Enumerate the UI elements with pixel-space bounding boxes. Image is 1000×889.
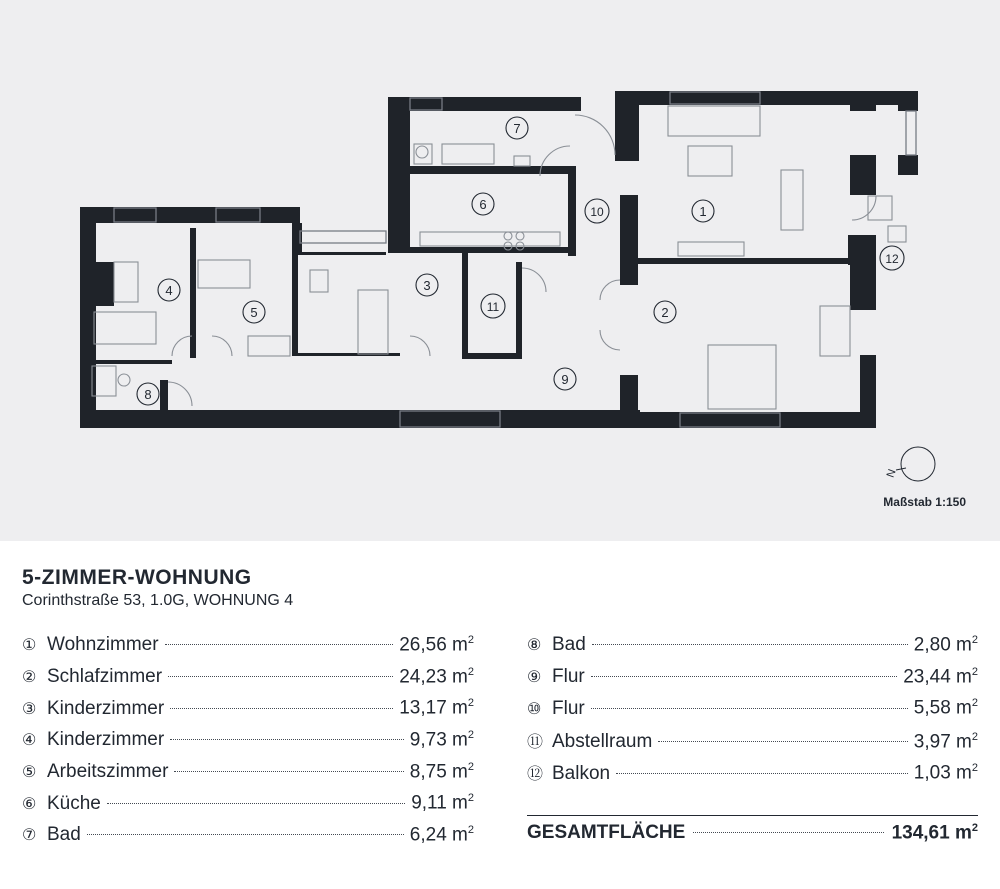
- room-number: ①: [22, 637, 37, 655]
- apartment-title: 5-ZIMMER-WOHNUNG: [22, 566, 252, 589]
- room-area: 1,03 $m^2$: [913, 762, 978, 784]
- room-name: Küche: [47, 792, 101, 814]
- room-number: ⑪: [527, 734, 544, 752]
- svg-text:5: 5: [250, 305, 258, 320]
- room-marker-8: [137, 383, 159, 405]
- room-marker-11: [481, 294, 505, 318]
- total-label: GESAMTFLÄCHE: [527, 822, 686, 844]
- room-marker-2: [654, 301, 676, 323]
- room-marker-10: [585, 199, 609, 223]
- dot-leader: [170, 708, 393, 709]
- room-area: 13,17 $m^2$: [399, 697, 474, 719]
- apartment-address: Corinthstraße 53, 1.0G, WOHNUNG 4: [22, 592, 294, 609]
- scale-label: Maßstab 1:150: [883, 495, 966, 509]
- svg-text:4: 4: [165, 283, 173, 298]
- room-area: 2,80 $m^2$: [913, 634, 978, 656]
- room-marker-7: [506, 117, 528, 139]
- room-area: 8,75 $m^2$: [409, 760, 474, 783]
- dot-leader: [168, 676, 393, 677]
- compass-icon: [872, 446, 940, 486]
- svg-text:1: 1: [699, 204, 707, 219]
- svg-text:3: 3: [423, 278, 431, 293]
- room-row: [527, 697, 978, 729]
- room-name: Balkon: [552, 762, 611, 784]
- room-number: ⑨: [527, 669, 542, 687]
- dot-leader: [87, 834, 404, 835]
- svg-text:11: 11: [486, 300, 500, 314]
- room-number: ④: [22, 732, 37, 750]
- room-row: [22, 697, 474, 729]
- room-number: ⑩: [527, 700, 542, 718]
- room-number: ⑥: [22, 795, 37, 813]
- room-area: 6,24 $m^2$: [409, 824, 474, 846]
- room-name: Kinderzimmer: [47, 729, 165, 751]
- room-number: ⑤: [22, 764, 37, 782]
- apartment-info: [22, 566, 982, 846]
- room-row: [527, 666, 978, 698]
- room-area: 26,56 $m^2$: [399, 634, 474, 656]
- room-area: 9,73 $m^2$: [409, 729, 474, 751]
- furniture: [92, 106, 906, 409]
- room-name: Wohnzimmer: [47, 634, 159, 656]
- svg-text:8: 8: [144, 387, 152, 402]
- room-area: 23,44 $m^2$: [903, 665, 978, 688]
- svg-text:7: 7: [513, 121, 521, 136]
- room-marker-6: [472, 193, 494, 215]
- room-number: ⑦: [22, 827, 37, 845]
- svg-text:12: 12: [885, 252, 899, 266]
- total-area: 134,61 $m^2$: [891, 822, 978, 844]
- dot-leader: [591, 676, 897, 677]
- room-row: [22, 824, 474, 856]
- svg-text:N: N: [884, 467, 899, 480]
- room-number: ③: [22, 700, 37, 718]
- room-list-left: [22, 634, 474, 856]
- total-divider: [527, 815, 978, 816]
- room-number: ⑧: [527, 637, 542, 655]
- room-row: [22, 729, 474, 761]
- room-name: Abstellraum: [552, 731, 653, 753]
- room-name: Bad: [47, 824, 81, 846]
- room-list-right: [527, 634, 978, 792]
- dot-leader: [592, 644, 908, 645]
- room-marker-12: [880, 246, 904, 270]
- room-name: Arbeitszimmer: [47, 761, 169, 783]
- room-number: ②: [22, 669, 37, 687]
- svg-text:9: 9: [561, 372, 569, 387]
- room-marker-9: [554, 368, 576, 390]
- room-row: [527, 634, 978, 666]
- room-marker-1: [692, 200, 714, 222]
- room-area: 3,97 $m^2$: [913, 730, 978, 753]
- room-name: Schlafzimmer: [47, 666, 163, 688]
- dot-leader: [616, 773, 908, 774]
- room-area: 24,23 $m^2$: [399, 665, 474, 688]
- dot-leader: [107, 803, 405, 804]
- total-row: [527, 822, 978, 844]
- room-name: Flur: [552, 666, 585, 688]
- room-marker-5: [243, 301, 265, 323]
- dot-leader: [693, 832, 883, 833]
- room-name: Bad: [552, 634, 586, 656]
- room-area: 5,58 $m^2$: [913, 697, 978, 719]
- svg-text:6: 6: [479, 197, 487, 212]
- svg-text:2: 2: [661, 305, 669, 320]
- room-name: Flur: [552, 697, 585, 719]
- dot-leader: [170, 739, 404, 740]
- room-row: [22, 634, 474, 666]
- room-marker-3: [416, 274, 438, 296]
- room-area: 9,11 $m^2$: [411, 792, 474, 814]
- dot-leader: [658, 741, 907, 742]
- room-row: [22, 666, 474, 698]
- room-row: [22, 761, 474, 793]
- dot-leader: [591, 708, 908, 709]
- dot-leader: [174, 771, 403, 772]
- room-name: Kinderzimmer: [47, 697, 165, 719]
- room-marker-4: [158, 279, 180, 301]
- room-row: [527, 761, 978, 793]
- dot-leader: [165, 644, 394, 645]
- room-row: [22, 792, 474, 824]
- svg-text:10: 10: [590, 205, 604, 219]
- room-number: ⑫: [527, 765, 544, 783]
- room-row: [527, 729, 978, 761]
